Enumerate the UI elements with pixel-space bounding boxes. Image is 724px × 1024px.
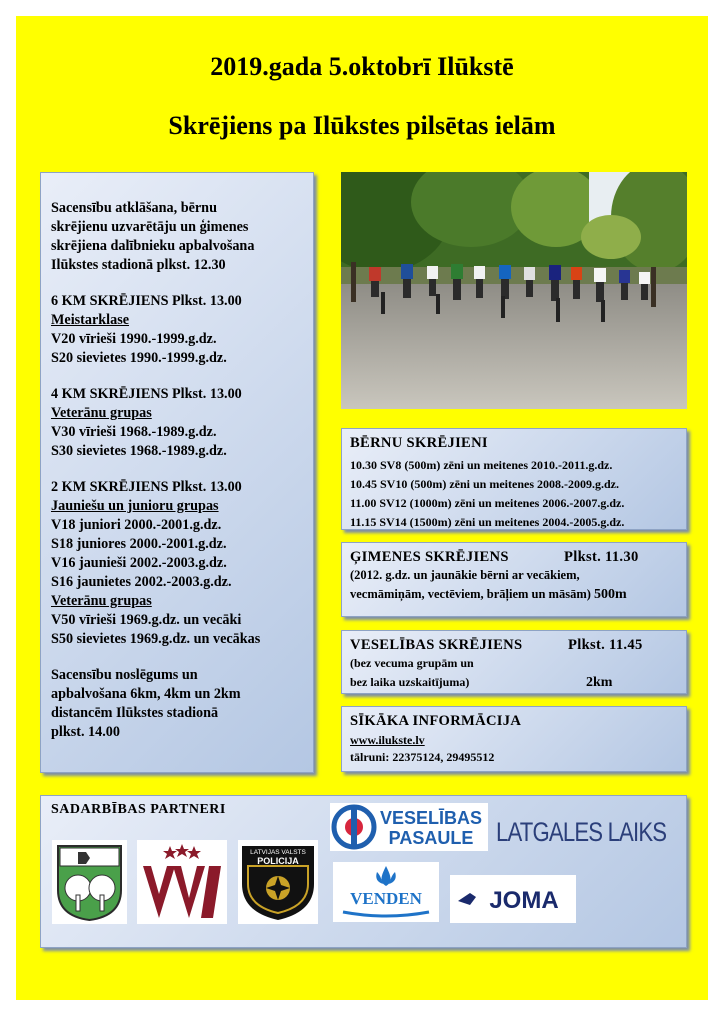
race-2km-group2: Veterānu grupas: [51, 593, 152, 609]
lvs-logo: [137, 840, 227, 924]
family-race-box: ĢIMENES SKRĒJIENS Plkst. 11.30 (2012. g.dz. un jaunākie bērni ar vecākiem, vecmāmiņām, vectēviem, brāļiem un māsām) 500m: [341, 542, 687, 617]
health-race-distance: 2km: [586, 675, 613, 690]
health-race-time: Plkst. 11.45: [568, 637, 643, 653]
race-2km-group: Jauniešu un junioru grupas: [51, 498, 219, 514]
kids-races-box: BĒRNU SKRĒJIENI 10.30 SV8 (500m) zēni un meitenes 2010.-2011.g.dz. 10.45 SV10 (500m) zēni un meitenes 2008.-2009.g.dz. 11.00 SV12 (1000m) zēni un meitenes 2006.-2007.g.dz. 11.15 SV14 (1500m) zēni un meitenes 2004.-2005.g.dz.: [341, 428, 687, 530]
venden-logo-text: VENDEN: [350, 889, 422, 908]
race-4km-title: 4 KM SKRĒJIENS Plkst. 13.00: [51, 386, 242, 402]
race-6km-group: Meistarklase: [51, 312, 130, 328]
ilukste-coat-of-arms-logo: [52, 840, 127, 924]
partners-title: SADARBĪBAS PARTNERI: [51, 802, 226, 817]
info-box: [341, 706, 687, 772]
joma-logo: [450, 875, 576, 923]
latgales-laiks-logo: LATGALES LAIKS: [496, 817, 667, 847]
schedule-box: [40, 172, 314, 773]
family-race-title: ĢIMENES SKRĒJIENS: [350, 549, 509, 565]
info-title: SĪKĀKA INFORMĀCIJA: [350, 713, 522, 729]
joma-logo-text: JOMA: [489, 887, 559, 914]
phone-numbers: tālruni: 22375124, 29495512: [350, 750, 495, 764]
police-logo-text2: POLICIJA: [257, 856, 299, 866]
vp-logo-text1: VESELĪBAS: [379, 808, 483, 828]
race-6km-title: 6 KM SKRĒJIENS Plkst. 13.00: [51, 293, 242, 309]
health-race-box: VESELĪBAS SKRĒJIENS Plkst. 11.45 (bez vecuma grupām un bez laika uzskaitījuma) 2km: [341, 630, 687, 694]
venden-logo: [333, 862, 439, 922]
race-4km-group: Veterānu grupas: [51, 405, 152, 421]
state-police-logo: [238, 840, 318, 924]
race-2km: 2 KM SKRĒJIENS Plkst. 13.00 Jauniešu un junioru grupas V18 juniori 2000.-2001.g.dz. S18 juniores 2000.-2001.g.dz. V16 jaunieši 2002.-2003.g.dz. S16 jaunietes 2002.-2003.g.dz. Veterānu grupas V50 vīrieši 1969.g.dz. un vecāki S50 sievietes 1969.g.dz. un vecākas: [51, 478, 303, 649]
health-race-title: VESELĪBAS SKRĒJIENS: [350, 637, 523, 653]
date-title: 2019.gada 5.oktobrī Ilūkstē: [210, 52, 514, 81]
family-race-time: Plkst. 11.30: [564, 549, 639, 565]
police-logo-text1: LATVIJAS VALSTS: [250, 849, 306, 856]
closing-text: Sacensību noslēgums un apbalvošana 6km, 4km un 2km distancēm Ilūkstes stadionā plkst. 14.00: [51, 667, 241, 740]
race-photo: [341, 172, 687, 409]
vp-logo-text2: PASAULE: [388, 828, 474, 848]
veselibas-pasaule-logo: [330, 803, 488, 851]
opening-text: Sacensību atklāšana, bērnu skrējienu uzvarētāju un ģimenes skrējiena dalībnieku apbalvošana Ilūkstes stadionā plkst. 12.30: [51, 200, 255, 273]
event-title: Skrējiens pa Ilūkstes pilsētas ielām: [168, 111, 556, 140]
race-2km-title: 2 KM SKRĒJIENS Plkst. 13.00: [51, 479, 242, 495]
family-race-distance: 500m: [594, 587, 627, 602]
race-4km: 4 KM SKRĒJIENS Plkst. 13.00 Veterānu grupas V30 vīrieši 1968.-1989.g.dz. S30 sievietes 1968.-1989.g.dz.: [51, 385, 303, 461]
website-link[interactable]: www.ilukste.lv: [350, 733, 425, 747]
race-6km: 6 KM SKRĒJIENS Plkst. 13.00 Meistarklase V20 vīrieši 1990.-1999.g.dz. S20 sievietes 1990.-1999.g.dz.: [51, 292, 303, 368]
kids-races-title: BĒRNU SKRĒJIENI: [350, 435, 488, 451]
